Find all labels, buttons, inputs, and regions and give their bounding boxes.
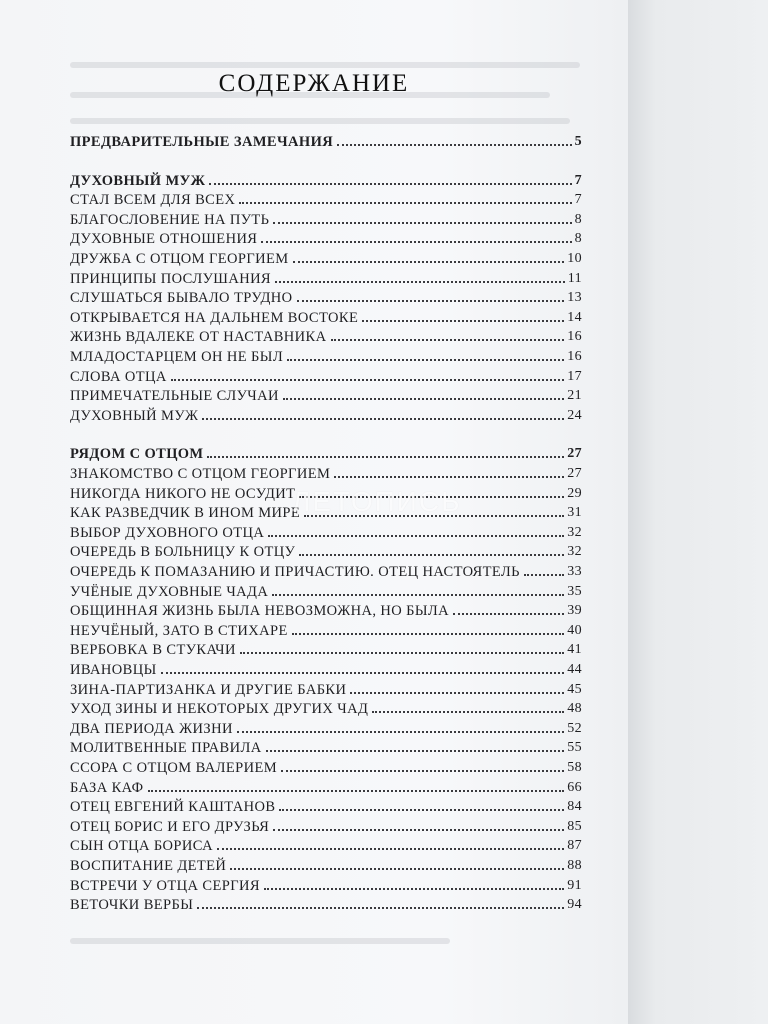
dot-leader — [372, 711, 564, 713]
dot-leader — [453, 613, 564, 615]
dot-leader — [230, 868, 564, 870]
toc-entry-title: ДВА ПЕРИОДА ЖИЗНИ — [70, 720, 233, 737]
watermark: ЛЕТОПИСЬ — [292, 486, 462, 517]
dot-leader — [207, 456, 564, 458]
show-through-line — [70, 938, 450, 944]
dot-leader — [362, 320, 564, 322]
toc-entry — [70, 678, 582, 698]
toc-page-number: 84 — [567, 799, 582, 815]
toc-entry — [70, 267, 582, 287]
toc-page-number: 52 — [567, 720, 582, 736]
toc-page-number: 40 — [567, 622, 582, 638]
dot-leader — [148, 790, 565, 792]
show-through-line — [70, 118, 570, 124]
toc-page-number: 27 — [567, 466, 582, 481]
toc-page-number: 45 — [567, 681, 582, 697]
toc-entry — [70, 188, 582, 208]
dot-leader — [334, 476, 564, 478]
toc-entry — [70, 540, 582, 560]
dot-leader — [275, 281, 565, 283]
toc-entry — [70, 462, 582, 482]
toc-section-entry — [70, 169, 582, 189]
dot-leader — [237, 731, 564, 733]
toc-entry-title: ОТЕЦ ЕВГЕНИЙ КАШТАНОВ — [70, 799, 276, 816]
toc-entry-title: ВОСПИТАНИЕ ДЕТЕЙ — [70, 858, 227, 874]
toc-entry — [70, 247, 582, 267]
dot-leader — [240, 652, 564, 654]
toc-entry — [70, 638, 582, 658]
toc-entry-title: НИКОГДА НИКОГО НЕ ОСУДИТ — [70, 485, 296, 502]
dot-leader — [217, 848, 564, 850]
dot-leader — [350, 692, 564, 694]
dot-leader — [524, 574, 564, 576]
toc-entry — [70, 306, 582, 326]
toc-page-number: 32 — [567, 524, 582, 540]
dot-leader — [202, 418, 564, 420]
toc-entry-title: ДРУЖБА С ОТЦОМ ГЕОРГИЕМ — [70, 251, 289, 267]
dot-leader — [279, 809, 564, 811]
toc-entry-title: РЯДОМ С ОТЦОМ — [70, 446, 204, 463]
toc-page-number: 7 — [574, 172, 582, 188]
dot-leader — [331, 339, 565, 341]
toc-entry — [70, 815, 582, 835]
toc-page-number: 66 — [567, 779, 582, 795]
toc-entry — [70, 365, 582, 385]
dot-leader — [273, 222, 571, 224]
toc-entry-title: КАК РАЗВЕДЧИК В ИНОМ МИРЕ — [70, 505, 301, 522]
toc-entry-title: ВСТРЕЧИ У ОТЦА СЕРГИЯ — [70, 877, 260, 894]
toc-entry-title: НЕУЧЁНЫЙ, ЗАТО В СТИХАРЕ — [70, 622, 288, 639]
toc-entry-title: ЗНАКОМСТВО С ОТЦОМ ГЕОРГИЕМ — [70, 466, 331, 482]
toc-entry — [70, 384, 582, 404]
dot-leader — [281, 770, 564, 772]
toc-entry — [70, 580, 582, 600]
toc-page-number: 27 — [567, 446, 582, 462]
dot-leader — [209, 183, 571, 185]
toc-entry — [70, 345, 582, 365]
toc-page-number: 13 — [567, 290, 582, 306]
toc-entry — [70, 404, 582, 424]
dot-leader — [171, 379, 564, 381]
dot-leader — [272, 594, 564, 596]
toc-entry-title: ДУХОВНЫЙ МУЖ — [70, 172, 206, 189]
toc-page-number: 91 — [567, 877, 582, 893]
toc-section-entry — [70, 442, 582, 462]
toc-entry — [70, 717, 582, 737]
toc-page-number: 16 — [567, 329, 582, 345]
toc-entry — [70, 560, 582, 580]
toc-entry-title: ПРЕДВАРИТЕЛЬНЫЕ ЗАМЕЧАНИЯ — [70, 134, 334, 150]
page-title: СОДЕРЖАНИЕ — [218, 70, 410, 97]
toc-entry — [70, 599, 582, 619]
toc-entry-title: ВЕТОЧКИ ВЕРБЫ — [70, 897, 194, 914]
toc-entry — [70, 776, 582, 796]
toc-entry-title: СЛУШАТЬСЯ БЫВАЛО ТРУДНО — [70, 290, 293, 307]
dot-leader — [299, 554, 564, 556]
toc-entry — [70, 227, 582, 247]
toc-page-number: 41 — [567, 642, 582, 658]
toc-entry-title: УХОД ЗИНЫ И НЕКОТОРЫХ ДРУГИХ ЧАД — [70, 701, 369, 718]
toc-entry — [70, 521, 582, 541]
toc-entry — [70, 736, 582, 756]
toc-page-number: 58 — [567, 760, 582, 775]
toc-entry — [70, 658, 582, 678]
toc-page-number: 10 — [567, 251, 582, 266]
toc-entry-title: МЛАДОСТАРЦЕМ ОН НЕ БЫЛ — [70, 349, 284, 365]
toc-entry-title: МОЛИТВЕННЫЕ ПРАВИЛА — [70, 740, 262, 757]
toc-page-number: 87 — [567, 838, 582, 854]
toc-page-number: 16 — [567, 349, 582, 364]
toc-page-number: 39 — [567, 603, 582, 619]
toc-entry-title: БАЗА КАФ — [70, 779, 144, 796]
toc-entry — [70, 874, 582, 894]
toc-page-number: 85 — [567, 818, 582, 834]
toc-page-number: 35 — [567, 583, 582, 599]
toc-entry — [70, 208, 582, 228]
toc-entry-title: ОЧЕРЕДЬ К ПОМАЗАНИЮ И ПРИЧАСТИЮ. ОТЕЦ НАСТОЯТЕЛЬ — [70, 564, 520, 580]
background-surface — [628, 0, 768, 1024]
toc-page-number: 33 — [567, 564, 582, 579]
dot-leader — [297, 300, 565, 302]
toc-page-number: 94 — [567, 897, 582, 913]
toc-page-number: 88 — [567, 858, 582, 873]
toc-entry-title: СТАЛ ВСЕМ ДЛЯ ВСЕХ — [70, 192, 236, 209]
toc-entry — [70, 834, 582, 854]
dot-leader — [264, 888, 564, 890]
dot-leader — [261, 241, 571, 243]
toc-page-number: 14 — [567, 309, 582, 325]
dot-leader — [337, 144, 571, 146]
dot-leader — [283, 398, 564, 400]
toc-entry — [70, 795, 582, 815]
toc-page-number: 8 — [574, 231, 582, 247]
toc-entry-title: СЛОВА ОТЦА — [70, 368, 167, 385]
dot-leader — [293, 261, 565, 263]
show-through-line — [70, 62, 580, 68]
toc-entry-title: ССОРА С ОТЦОМ ВАЛЕРИЕМ — [70, 760, 278, 776]
toc-entry-title: ВЕРБОВКА В СТУКАЧИ — [70, 642, 236, 659]
toc-page-number: 24 — [567, 407, 582, 423]
toc-page-number: 17 — [567, 368, 582, 384]
dot-leader — [266, 750, 565, 752]
toc-entry-title: ПРИНЦИПЫ ПОСЛУШАНИЯ — [70, 270, 272, 287]
dot-leader — [273, 829, 564, 831]
toc-page-number: 5 — [574, 134, 582, 149]
toc-entry — [70, 893, 582, 913]
toc-entry-title: ДУХОВНЫЕ ОТНОШЕНИЯ — [70, 231, 258, 248]
toc-page-number: 8 — [574, 211, 582, 227]
dot-leader — [268, 535, 564, 537]
toc-entry-title: СЫН ОТЦА БОРИСА — [70, 838, 213, 855]
toc-page-number: 48 — [567, 701, 582, 717]
dot-leader — [292, 633, 564, 635]
toc-entry — [70, 697, 582, 717]
toc-section-entry — [70, 130, 582, 150]
toc-page-number: 21 — [567, 388, 582, 404]
dot-leader — [197, 907, 564, 909]
toc-page-number: 44 — [567, 662, 582, 677]
toc-entry — [70, 286, 582, 306]
toc-entry-title: УЧЁНЫЕ ДУХОВНЫЕ ЧАДА — [70, 583, 269, 600]
toc-entry-title: ОЧЕРЕДЬ В БОЛЬНИЦУ К ОТЦУ — [70, 544, 296, 561]
toc-page-number: 32 — [567, 544, 582, 560]
toc-page-number: 55 — [567, 740, 582, 756]
toc-entry — [70, 619, 582, 639]
toc-entry — [70, 854, 582, 874]
toc-entry — [70, 325, 582, 345]
toc-page-number: 29 — [567, 485, 582, 501]
toc-entry-title: ИВАНОВЦЫ — [70, 662, 157, 678]
toc-entry-title: ПРИМЕЧАТЕЛЬНЫЕ СЛУЧАИ — [70, 388, 279, 405]
toc-entry-title: ЖИЗНЬ ВДАЛЕКЕ ОТ НАСТАВНИКА — [70, 329, 327, 346]
toc-page-number: 11 — [567, 270, 582, 286]
toc-entry-title: ДУХОВНЫЙ МУЖ — [70, 407, 199, 424]
toc-entry-title: ОТЕЦ БОРИС И ЕГО ДРУЗЬЯ — [70, 818, 270, 835]
toc-entry-title: ЗИНА-ПАРТИЗАНКА И ДРУГИЕ БАБКИ — [70, 681, 347, 698]
toc-entry-title: БЛАГОСЛОВЕНИЕ НА ПУТЬ — [70, 211, 270, 228]
toc-page-number: 7 — [574, 192, 582, 208]
dot-leader — [239, 202, 571, 204]
toc-page-number: 31 — [567, 505, 582, 521]
dot-leader — [287, 359, 564, 361]
toc-entry — [70, 756, 582, 776]
toc-entry-title: ВЫБОР ДУХОВНОГО ОТЦА — [70, 524, 265, 541]
toc-entry-title: ОТКРЫВАЕТСЯ НА ДАЛЬНЕМ ВОСТОКЕ — [70, 309, 359, 326]
dot-leader — [161, 672, 565, 674]
toc-entry-title: ОБЩИННАЯ ЖИЗНЬ БЫЛА НЕВОЗМОЖНА, НО БЫЛА — [70, 603, 450, 620]
